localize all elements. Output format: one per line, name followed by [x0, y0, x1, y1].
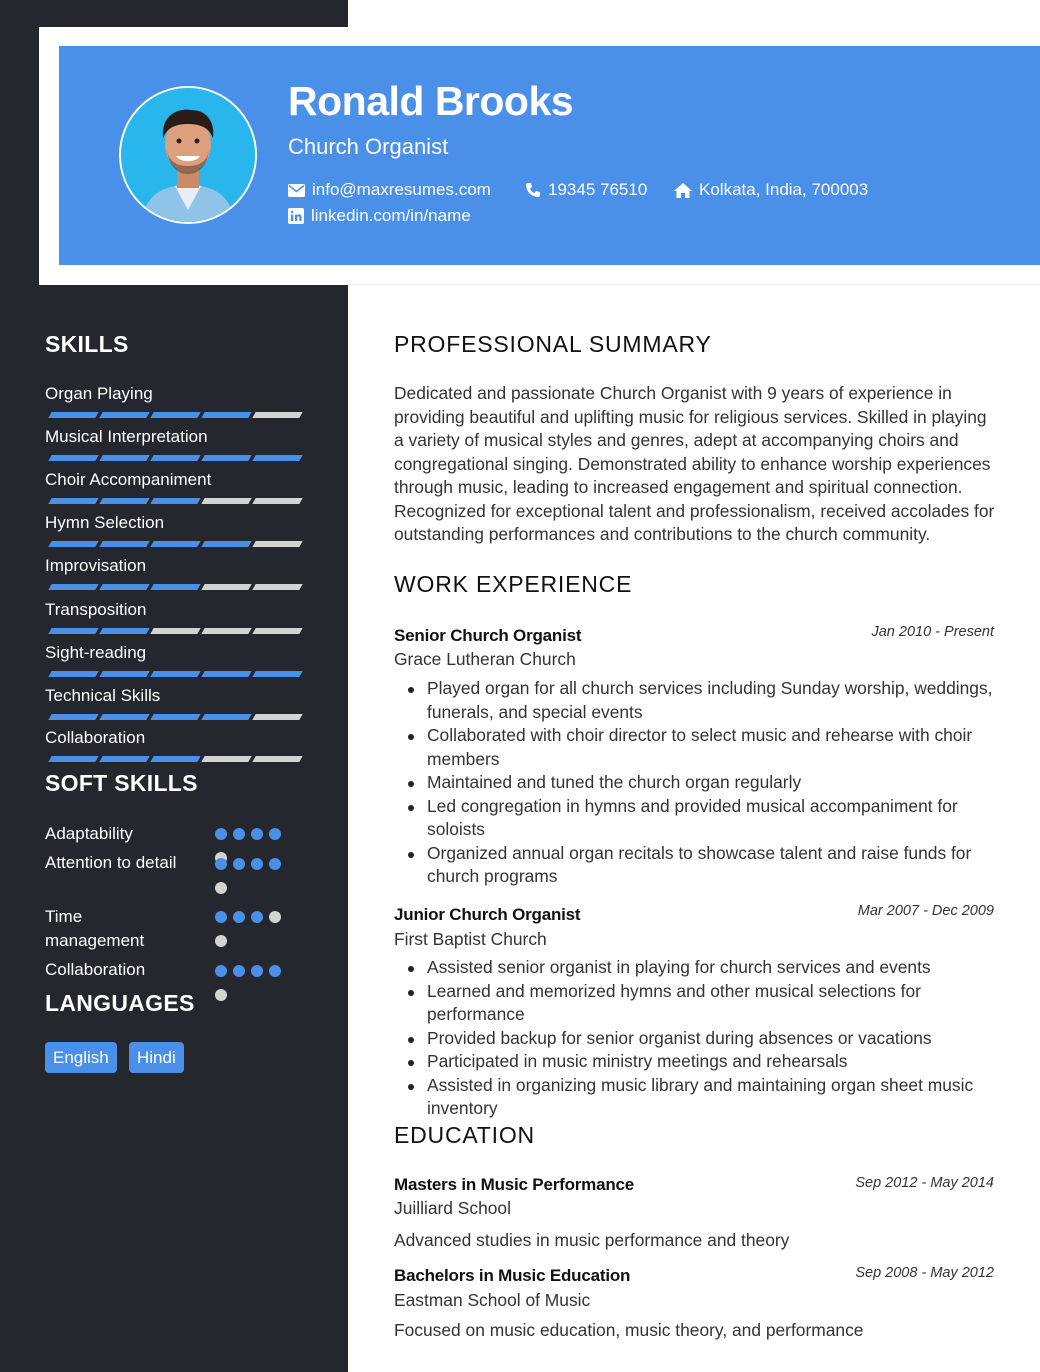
- skill-level-segment: [252, 584, 302, 590]
- phone-text: 19345 76510: [548, 180, 648, 199]
- education-dates: Sep 2008 - May 2012: [855, 1265, 994, 1281]
- skill-level-segment: [48, 671, 98, 677]
- skill-level-segment: [48, 714, 98, 720]
- job-organization: First Baptist Church: [394, 929, 547, 949]
- skill-level-segment: [48, 756, 98, 762]
- contact-phone[interactable]: [525, 180, 647, 200]
- skill-level-segment: [201, 498, 251, 504]
- skill-level-segment: [150, 584, 200, 590]
- rating-dot: [269, 858, 281, 870]
- list-item: Organized annual organ recitals to showcase talent and raise funds for church programs: [427, 842, 1002, 889]
- education-heading: EDUCATION: [394, 1122, 535, 1148]
- list-item: Collaborated with choir director to select music and rehearse with choir members: [427, 724, 1002, 771]
- list-item: Assisted senior organist in playing for church services and events: [427, 956, 1002, 980]
- language-tag: English: [45, 1042, 117, 1073]
- skill-level-segment: [99, 628, 149, 634]
- job-title: Senior Church Organist: [394, 626, 582, 645]
- rating-dot: [215, 858, 227, 870]
- skill-level-bar: [45, 455, 302, 461]
- skill-level-segment: [201, 584, 251, 590]
- skill-level-segment: [150, 541, 200, 547]
- skill-label: Technical Skills: [45, 686, 161, 705]
- skill-level-segment: [150, 671, 200, 677]
- envelope-icon: [288, 184, 305, 197]
- rating-dot: [215, 828, 227, 840]
- skill-level-segment: [99, 541, 149, 547]
- phone-icon: [525, 182, 541, 198]
- skill-level-segment: [99, 671, 149, 677]
- skill-level-segment: [150, 412, 200, 418]
- summary-heading: PROFESSIONAL SUMMARY: [394, 331, 712, 357]
- skill-level-segment: [252, 756, 302, 762]
- rating-dot: [233, 828, 245, 840]
- candidate-name: Ronald Brooks: [288, 78, 574, 124]
- skill-level-segment: [48, 412, 98, 418]
- rating-dot: [215, 935, 227, 947]
- home-icon: [674, 183, 692, 198]
- skill-level-segment: [150, 498, 200, 504]
- list-item: Assisted in organizing music library and maintaining organ sheet music inventory: [427, 1074, 1002, 1121]
- summary-text: Dedicated and passionate Church Organist with 9 years of experience in providing beautiful and uplifting music for religious services. Skilled in playing a variety of musical styles and genres, adept at accompanying choirs and congregational singing. Demonstrated ability to enhance worship experiences through music, leading to increased engagement and spiritual connection. Recognized for exceptional talent and professionalism, received accolades for outstanding performances and contributions to the church community.: [394, 383, 995, 544]
- skill-level-bar: [45, 671, 302, 677]
- list-item: Maintained and tuned the church organ regularly: [427, 771, 1002, 795]
- header-divider: [348, 284, 1040, 285]
- skill-level-bar: [45, 584, 302, 590]
- skill-level-segment: [252, 671, 302, 677]
- rating-dot: [215, 989, 227, 1001]
- job-dates: Jan 2010 - Present: [871, 624, 994, 640]
- skill-label: Musical Interpretation: [45, 427, 208, 446]
- skill-level-segment: [252, 455, 302, 461]
- skill-level-segment: [252, 714, 302, 720]
- list-item: Participated in music ministry meetings and rehearsals: [427, 1050, 1002, 1074]
- skill-level-bar: [45, 498, 302, 504]
- skill-level-bar: [45, 412, 302, 418]
- rating-dot: [233, 858, 245, 870]
- skill-level-segment: [150, 714, 200, 720]
- skill-level-segment: [252, 541, 302, 547]
- languages-heading: LANGUAGES: [45, 990, 195, 1016]
- soft-skill-label: Attention to detail: [45, 853, 177, 872]
- linkedin-text: linkedin.com/in/name: [311, 206, 471, 225]
- skill-label: Sight-reading: [45, 643, 147, 662]
- candidate-title: Church Organist: [288, 134, 449, 159]
- soft-skill-label: Time management: [45, 907, 145, 950]
- skill-level-segment: [201, 541, 251, 547]
- job-organization: Grace Lutheran Church: [394, 649, 576, 669]
- rating-dot: [251, 965, 263, 977]
- skill-level-segment: [99, 714, 149, 720]
- skill-label: Transposition: [45, 600, 147, 619]
- job-bullets: [427, 677, 1002, 889]
- list-item: Learned and memorized hymns and other musical selections for performance: [427, 980, 1002, 1027]
- degree-title: Bachelors in Music Education: [394, 1266, 631, 1285]
- rating-dot: [251, 911, 263, 923]
- skill-level-bar: [45, 756, 302, 762]
- skill-label: Choir Accompaniment: [45, 470, 212, 489]
- experience-heading: WORK EXPERIENCE: [394, 571, 633, 597]
- school-name: Juilliard School: [394, 1198, 511, 1218]
- location-text: Kolkata, India, 700003: [699, 180, 869, 199]
- skill-level-segment: [48, 628, 98, 634]
- skill-level-segment: [48, 584, 98, 590]
- rating-dot: [269, 965, 281, 977]
- contact-location: [674, 180, 868, 200]
- avatar: [119, 86, 257, 224]
- skill-level-bar: [45, 628, 302, 634]
- skill-level-segment: [150, 756, 200, 762]
- rating-dot: [251, 828, 263, 840]
- rating-dot: [269, 828, 281, 840]
- skill-level-segment: [150, 628, 200, 634]
- skill-level-bar: [45, 714, 302, 720]
- skill-level-segment: [201, 455, 251, 461]
- soft-skills-heading: SOFT SKILLS: [45, 770, 198, 796]
- soft-skill-label: Collaboration: [45, 960, 146, 979]
- skill-level-bar: [45, 541, 302, 547]
- email-text: info@maxresumes.com: [312, 180, 491, 199]
- rating-dot: [233, 911, 245, 923]
- skill-label: Hymn Selection: [45, 513, 165, 532]
- skill-level-segment: [201, 714, 251, 720]
- rating-dot: [269, 911, 281, 923]
- skill-level-segment: [201, 671, 251, 677]
- skill-level-segment: [201, 412, 251, 418]
- contact-email[interactable]: [288, 180, 491, 200]
- linkedin-icon: [288, 208, 304, 224]
- list-item: Played organ for all church services including Sunday worship, weddings, funerals, and special events: [427, 677, 1002, 724]
- rating-dot: [215, 882, 227, 894]
- degree-title: Masters in Music Performance: [394, 1175, 635, 1194]
- skill-level-segment: [252, 498, 302, 504]
- skill-level-segment: [252, 412, 302, 418]
- education-dates: Sep 2012 - May 2014: [855, 1175, 994, 1191]
- skill-level-segment: [48, 541, 98, 547]
- rating-dot: [251, 858, 263, 870]
- education-description: Advanced studies in music performance and theory: [394, 1230, 790, 1250]
- skill-level-segment: [48, 455, 98, 461]
- skill-level-segment: [201, 628, 251, 634]
- job-title: Junior Church Organist: [394, 905, 581, 924]
- contact-linkedin[interactable]: [288, 206, 471, 226]
- language-tag: Hindi: [129, 1042, 184, 1073]
- skill-level-segment: [99, 756, 149, 762]
- skill-level-segment: [99, 498, 149, 504]
- rating-dot: [215, 965, 227, 977]
- skill-label: Organ Playing: [45, 384, 153, 403]
- job-dates: Mar 2007 - Dec 2009: [857, 903, 994, 919]
- list-item: Provided backup for senior organist during absences or vacations: [427, 1027, 1002, 1051]
- skills-heading: SKILLS: [45, 331, 129, 357]
- rating-dot: [233, 965, 245, 977]
- job-bullets: [427, 956, 1002, 1121]
- school-name: Eastman School of Music: [394, 1290, 591, 1310]
- rating-dot: [215, 911, 227, 923]
- education-description: Focused on music education, music theory, and performance: [394, 1320, 864, 1340]
- skill-level-segment: [99, 584, 149, 590]
- skill-label: Collaboration: [45, 728, 146, 747]
- skill-level-segment: [99, 455, 149, 461]
- skill-level-segment: [252, 628, 302, 634]
- list-item: Led congregation in hymns and provided musical accompaniment for soloists: [427, 795, 1002, 842]
- skill-level-segment: [150, 455, 200, 461]
- skill-level-segment: [99, 412, 149, 418]
- skill-label: Improvisation: [45, 556, 147, 575]
- skill-level-segment: [48, 498, 98, 504]
- skill-level-segment: [201, 756, 251, 762]
- soft-skill-label: Adaptability: [45, 824, 133, 843]
